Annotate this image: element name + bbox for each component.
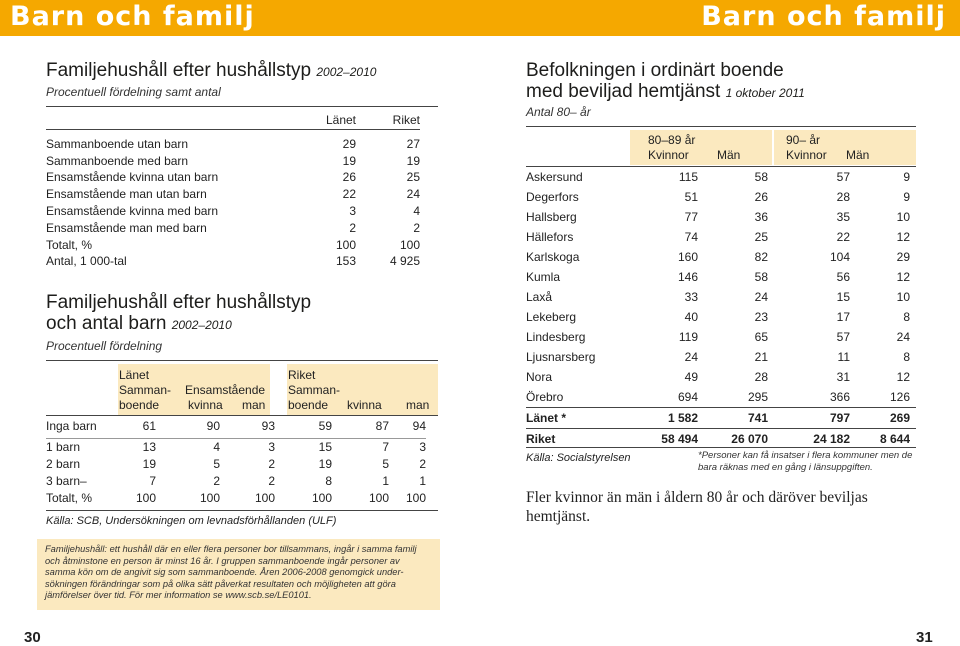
cell: 33 [684, 290, 698, 304]
cell: 94 [412, 419, 426, 433]
kvinnor-label-1: Kvinnor [648, 148, 689, 162]
table-row [46, 186, 420, 203]
cell: 74 [684, 230, 698, 244]
section1-top-rule [46, 106, 438, 107]
table-row [46, 439, 426, 457]
row-label: Totalt, % [46, 491, 93, 505]
lanet-group-header [119, 368, 171, 413]
table-row [46, 237, 420, 254]
section2-title-line2: och antal barn [46, 313, 167, 334]
cell: 40 [684, 310, 698, 324]
cell: 160 [677, 250, 698, 264]
row-label: Ensamstående kvinna utan barn [46, 170, 219, 185]
cell: 7 [149, 474, 156, 488]
row-label: Sammanboende med barn [46, 153, 189, 168]
note-line: Familjehushåll: ett hushåll där en eller flera personer bor tillsammans, ingår i samma familj [45, 544, 417, 554]
note-line: jämförelser över tid. För mer information se www.scb.se/LE0101. [45, 590, 312, 601]
kvinna-label-lanet: kvinna [188, 398, 223, 412]
row-label: Riket [526, 432, 556, 446]
comment-line: Fler kvinnor än män i åldern 80 år och däröver beviljas [526, 489, 868, 506]
row-label: Lindesberg [526, 330, 586, 344]
cell: 9 [903, 170, 910, 184]
table-row [46, 253, 420, 270]
cell: 26 [754, 190, 768, 204]
cell: 19 [318, 457, 332, 471]
cell: 126 [889, 390, 910, 404]
footnote-line: *Personer kan få insatser i flera kommuner men de [698, 450, 913, 461]
cell: 17 [836, 310, 850, 324]
row-label: Degerfors [526, 190, 579, 204]
table-row [526, 347, 916, 367]
cell: 4 [213, 440, 220, 454]
cell: 269 [889, 411, 910, 425]
ensam-label: Ensamstående [185, 383, 266, 397]
cell: 1 [382, 474, 389, 488]
cell: 2 [419, 457, 426, 471]
table-row [46, 490, 426, 507]
cell: 24 [684, 350, 698, 364]
section3-top-rule [526, 126, 916, 127]
table-row [46, 203, 420, 220]
row-label: Antal, 1 000-tal [46, 254, 127, 269]
cell: 2 [268, 457, 275, 471]
section1-year: 2002–2010 [316, 65, 377, 79]
cell: 35 [836, 210, 850, 224]
section1-subtitle: Procentuell fördelning samt antal [46, 85, 221, 99]
cell: 13 [142, 440, 156, 454]
row-label: Inga barn [46, 419, 97, 433]
group1-label: 80–89 år [648, 133, 696, 147]
man-label-riket: man [406, 398, 430, 412]
page-number-right: 31 [916, 629, 933, 646]
cell: 51 [684, 190, 698, 204]
cell: 100 [405, 491, 426, 505]
section1-title [46, 60, 376, 83]
table-row [46, 456, 426, 473]
cell: 90 [206, 419, 220, 433]
row-label: Nora [526, 370, 553, 384]
table-row [526, 287, 916, 307]
cell: 2 [213, 474, 220, 488]
cell-lanet: 2 [349, 220, 356, 235]
cell: 24 [896, 330, 910, 344]
table-row [526, 307, 916, 327]
cell-lanet: 19 [342, 153, 356, 168]
row-label: Totalt, % [46, 237, 93, 252]
table-row [526, 167, 916, 188]
row-label: Ensamstående kvinna med barn [46, 203, 219, 218]
row-label: Örebro [526, 390, 564, 404]
cell: 77 [684, 210, 698, 224]
man-label-lanet: man [242, 398, 266, 412]
cell: 22 [836, 230, 850, 244]
cell: 104 [829, 250, 850, 264]
cell: 82 [754, 250, 768, 264]
boende-label: boende [119, 398, 160, 412]
section2-header-rule [46, 415, 438, 416]
cell-lanet: 26 [342, 170, 356, 185]
row-label: Ljusnarsberg [526, 350, 596, 364]
cell: 5 [382, 457, 389, 471]
samman-label: Samman- [119, 383, 172, 397]
cell: 28 [836, 190, 850, 204]
section3-comment [526, 488, 868, 526]
cell: 12 [896, 370, 910, 384]
comment-line: hemtjänst. [526, 508, 591, 525]
cell: 12 [896, 270, 910, 284]
section2-bottom-rule [46, 510, 438, 511]
group2-label: 90– år [786, 133, 821, 147]
cell: 694 [677, 390, 698, 404]
cell-riket: 24 [406, 187, 420, 202]
table-row [526, 187, 916, 207]
cell: 1 582 [667, 411, 698, 425]
cell: 10 [896, 210, 910, 224]
cell: 8 [903, 310, 910, 324]
row-label: Länet * [526, 411, 567, 425]
section3-source: Källa: Socialstyrelsen [526, 452, 631, 464]
cell: 25 [754, 230, 768, 244]
section3-bottom-rule [526, 447, 916, 448]
cell: 1 [419, 474, 426, 488]
section2-title [46, 292, 311, 336]
cell: 100 [199, 491, 220, 505]
section3-title-line1: Befolkningen i ordinärt boende [526, 60, 784, 81]
cell: 59 [318, 419, 332, 433]
cell: 295 [747, 390, 768, 404]
cell-riket: 27 [406, 136, 420, 151]
table-row [526, 227, 916, 247]
cell-lanet: 100 [335, 237, 356, 252]
section1-table [46, 112, 420, 270]
total-row-riket [526, 429, 916, 450]
header-bar [0, 0, 960, 36]
col-header-lanet: Länet [325, 113, 356, 127]
row-label: Sammanboende utan barn [46, 136, 189, 151]
row-label: Lekeberg [526, 310, 577, 324]
cell: 93 [261, 419, 275, 433]
footnote-line: bara räknas med en gång i länsuppgiften. [698, 461, 873, 473]
cell-riket: 4 [413, 203, 420, 218]
cell: 49 [684, 370, 698, 384]
row-label: 1 barn [46, 440, 81, 454]
table-row [526, 387, 916, 408]
cell: 26 070 [731, 432, 768, 446]
cell: 741 [747, 411, 768, 425]
kvinna-label-riket: kvinna [347, 398, 382, 412]
cell: 29 [896, 250, 910, 264]
cell-lanet: 29 [342, 136, 356, 151]
cell: 15 [318, 440, 332, 454]
section2-subtitle: Procentuell fördelning [46, 339, 163, 353]
note-line: och åtminstone en person är minst 16 år. I gruppen sammanboende ingår personer av [45, 555, 400, 566]
definition-note [37, 539, 440, 610]
cell: 57 [836, 330, 850, 344]
cell: 100 [368, 491, 389, 505]
section2-title-line1: Familjehushåll efter hushållstyp [46, 292, 312, 313]
table-row [46, 169, 420, 186]
section1-header-row [46, 112, 420, 129]
cell: 8 [903, 350, 910, 364]
cell: 119 [678, 330, 698, 344]
row-label: 2 barn [46, 457, 81, 471]
lanet-label: Länet [119, 368, 150, 382]
cell: 797 [829, 411, 850, 425]
cell: 61 [142, 419, 156, 433]
row-label: Laxå [526, 290, 553, 304]
cell: 100 [311, 491, 332, 505]
cell: 65 [754, 330, 768, 344]
cell: 24 [754, 290, 768, 304]
cell: 366 [829, 390, 850, 404]
table-row [526, 207, 916, 227]
ensam-header [185, 383, 265, 398]
section2-source: Källa: SCB, Undersökningen om levnadsförhållanden (ULF) [46, 515, 337, 527]
section3-footnote [698, 450, 912, 473]
man-label-2: Män [846, 148, 870, 162]
table-row [526, 327, 916, 347]
cell: 9 [903, 190, 910, 204]
section3-date: 1 oktober 2011 [725, 86, 805, 100]
cell: 31 [836, 370, 850, 384]
row-label: Hallsberg [526, 210, 577, 224]
cell: 11 [837, 350, 850, 364]
row-label: Ensamstående man utan barn [46, 187, 207, 202]
cell: 2 [268, 474, 275, 488]
cell: 12 [896, 230, 910, 244]
table-row [46, 153, 420, 170]
note-line: sökningen förändringar som på olika sätt påverkat resultaten och möjligheten att göra [45, 578, 396, 589]
samman-label: Samman- [288, 383, 341, 397]
riket-label: Riket [288, 368, 316, 382]
cell: 58 [754, 170, 768, 184]
cell: 8 [325, 474, 332, 488]
cell: 21 [754, 350, 768, 364]
left-header-title: Barn och familj [10, 1, 255, 32]
note-line: samma kön om de angivit sig som sammanboende. Åren 2006-2008 genomgick under- [45, 567, 404, 578]
cell: 87 [375, 419, 389, 433]
row-label: Karlskoga [526, 250, 580, 264]
section1-title-text: Familjehushåll efter hushållstyp [46, 60, 312, 81]
table-row [46, 220, 420, 237]
cell-lanet: 153 [335, 254, 356, 269]
row-label: Kumla [526, 270, 561, 284]
table-row [526, 247, 916, 267]
section3-subtitle: Antal 80– år [526, 105, 591, 119]
col-header-riket: Riket [392, 113, 420, 127]
section3-title-line2: med beviljad hemtjänst [526, 81, 721, 102]
cell: 146 [677, 270, 698, 284]
cell: 3 [419, 440, 426, 454]
riket-group-header [288, 368, 340, 413]
section3-table [526, 166, 916, 449]
table-row [46, 473, 426, 490]
right-header-title: Barn och familj [701, 1, 946, 32]
table-row [46, 418, 426, 435]
row-label: 3 barn– [46, 474, 87, 488]
table-row [526, 367, 916, 387]
cell: 28 [754, 370, 768, 384]
section3-title [526, 60, 805, 104]
kvinnor-label-2: Kvinnor [786, 148, 827, 162]
cell: 10 [896, 290, 910, 304]
row-label: Askersund [526, 170, 583, 184]
table-row [46, 136, 420, 153]
cell: 8 644 [879, 432, 910, 446]
row-label: Ensamstående man med barn [46, 220, 207, 235]
section2-top-rule [46, 360, 438, 361]
cell-lanet: 3 [349, 203, 356, 218]
cell-riket: 100 [399, 237, 420, 252]
cell: 7 [382, 440, 389, 454]
cell-lanet: 22 [342, 187, 356, 202]
cell: 115 [678, 170, 698, 184]
cell-riket: 4 925 [389, 254, 420, 269]
cell: 58 494 [661, 432, 698, 446]
cell: 5 [213, 457, 220, 471]
cell: 58 [754, 270, 768, 284]
section2-year: 2002–2010 [171, 318, 232, 332]
man-label-1: Män [717, 148, 741, 162]
cell: 36 [754, 210, 768, 224]
cell: 100 [254, 491, 275, 505]
cell: 57 [836, 170, 850, 184]
cell-riket: 19 [406, 153, 420, 168]
boende-label: boende [288, 398, 329, 412]
row-label: Hällefors [526, 230, 574, 244]
cell: 19 [142, 457, 156, 471]
cell: 3 [268, 440, 275, 454]
table-row [526, 267, 916, 287]
cell: 100 [135, 491, 156, 505]
cell: 23 [754, 310, 768, 324]
cell-riket: 25 [406, 170, 420, 185]
page-number-left: 30 [24, 629, 41, 646]
cell: 24 182 [813, 432, 850, 446]
cell: 15 [836, 290, 850, 304]
section2-table [46, 418, 426, 507]
cell-riket: 2 [413, 220, 420, 235]
total-row-lanet [526, 408, 916, 429]
cell: 56 [836, 270, 850, 284]
